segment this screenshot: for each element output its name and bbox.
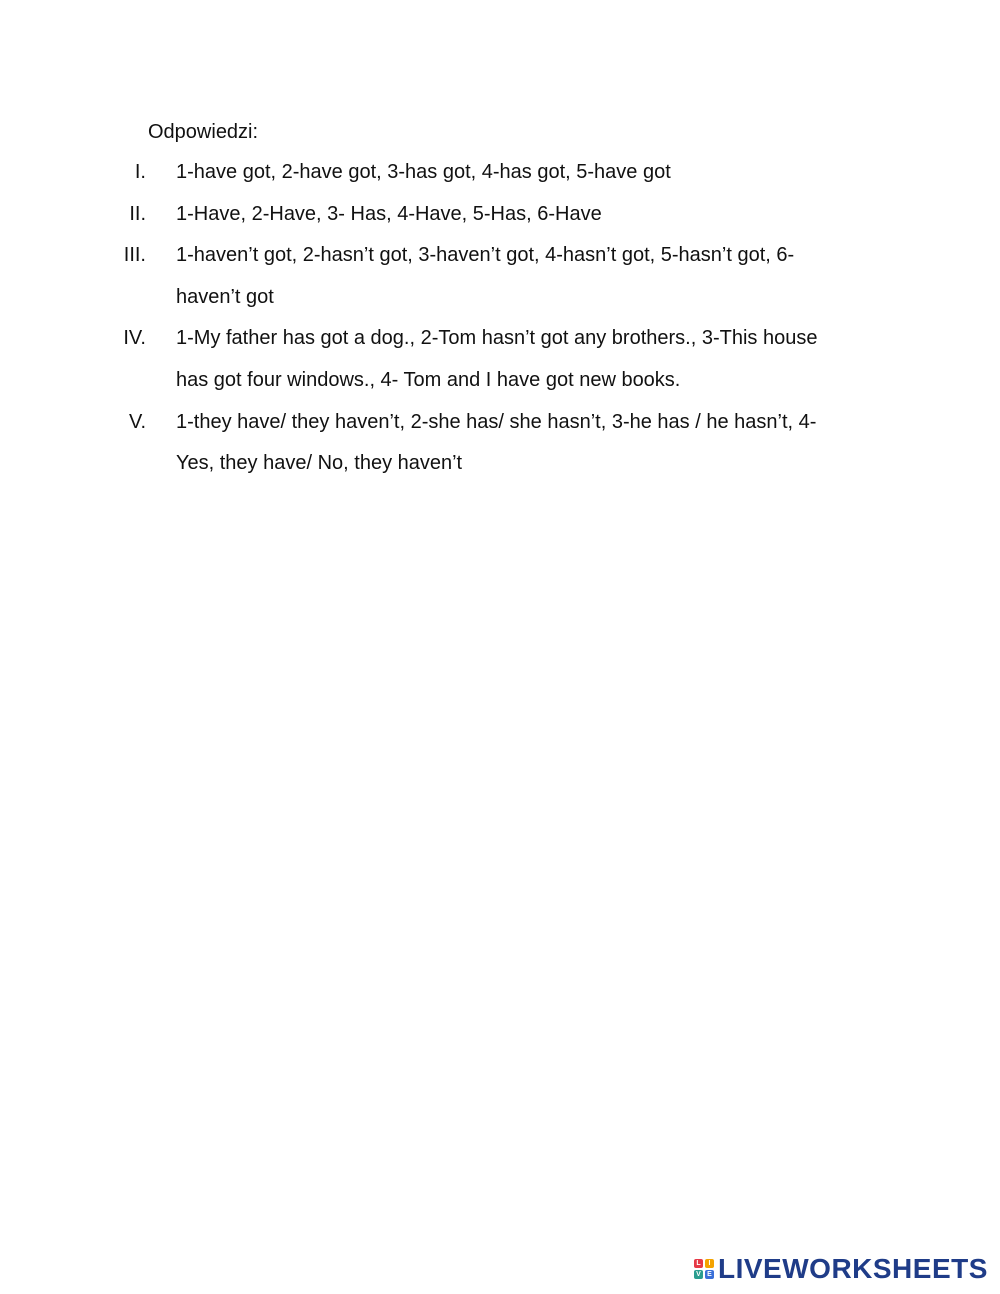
answer-item xyxy=(0,194,1000,236)
answer-text: 1-have got, 2-have got, 3-has got, 4-has got, 5-have got xyxy=(176,161,671,183)
answer-item xyxy=(0,402,1000,485)
answer-text: 1-My father has got a dog., 2-Tom hasn’t got any brothers., 3-This house has got four windows., 4- Tom and I have got new books. xyxy=(176,327,818,391)
roman-numeral: II. xyxy=(129,202,146,225)
liveworksheets-logo xyxy=(694,1254,988,1284)
answer-item xyxy=(0,152,1000,194)
logo-mark-cell: E xyxy=(705,1270,714,1279)
roman-numeral: III. xyxy=(123,244,146,267)
answer-text: 1-haven’t got, 2-hasn’t got, 3-haven’t got, 4-hasn’t got, 5-hasn’t got, 6-haven’t got xyxy=(176,244,795,308)
answer-item xyxy=(0,318,1000,401)
roman-numeral: I. xyxy=(134,161,146,183)
logo-mark-cell: L xyxy=(694,1259,703,1268)
answer-item xyxy=(0,235,1000,318)
logo-mark-icon xyxy=(694,1259,714,1279)
logo-wordmark: LIVEWORKSHEETS xyxy=(718,1253,988,1284)
logo-mark-cell: I xyxy=(705,1259,714,1268)
logo-mark-cell: V xyxy=(694,1270,703,1279)
answer-list xyxy=(0,152,1000,485)
answers-heading: Odpowiedzi: xyxy=(148,121,259,143)
answer-text: 1-Have, 2-Have, 3- Has, 4-Have, 5-Has, 6-Have xyxy=(176,202,602,225)
roman-numeral: IV. xyxy=(123,327,146,350)
roman-numeral: V. xyxy=(128,410,146,433)
answer-text: 1-they have/ they haven’t, 2-she has/ she hasn’t, 3-he has / he hasn’t, 4-Yes, they have/ No, they haven’t xyxy=(176,410,817,475)
